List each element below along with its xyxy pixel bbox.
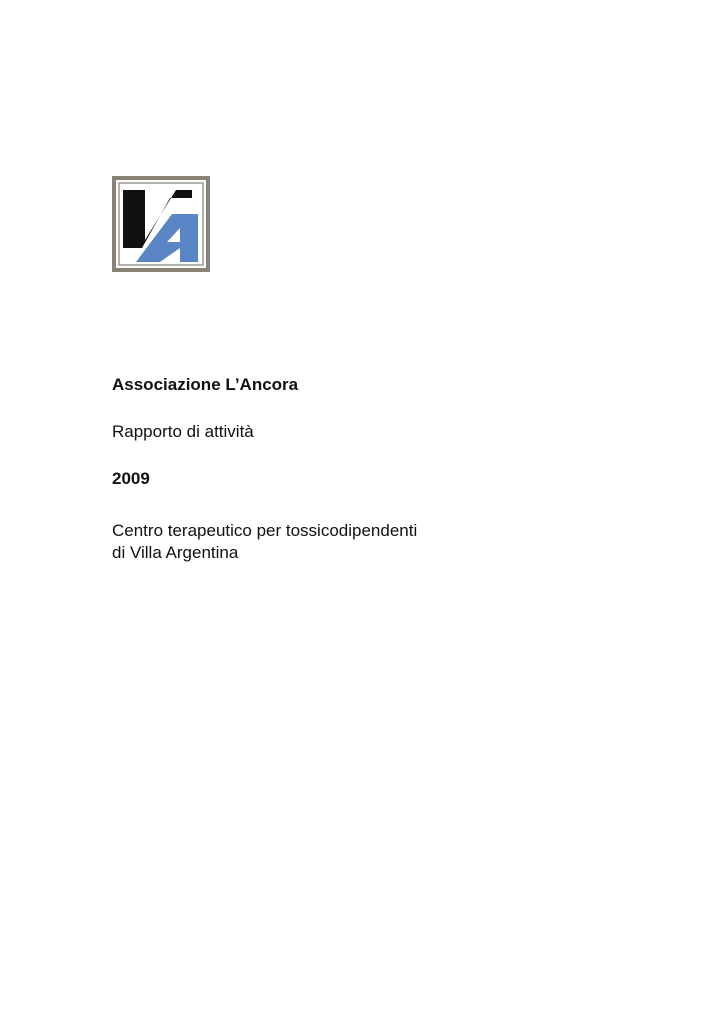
organization-name: Associazione L’Ancora — [112, 375, 299, 394]
center-description-line-2: di Villa Argentina — [112, 543, 239, 562]
logo-graphic — [112, 176, 210, 272]
report-title: Rapporto di attività — [112, 422, 254, 441]
center-description-line-1: Centro terapeutico per tossicodipendenti — [112, 521, 418, 540]
association-logo — [112, 176, 210, 272]
report-year: 2009 — [112, 469, 150, 488]
cover-text — [112, 374, 612, 564]
center-description — [112, 520, 612, 564]
